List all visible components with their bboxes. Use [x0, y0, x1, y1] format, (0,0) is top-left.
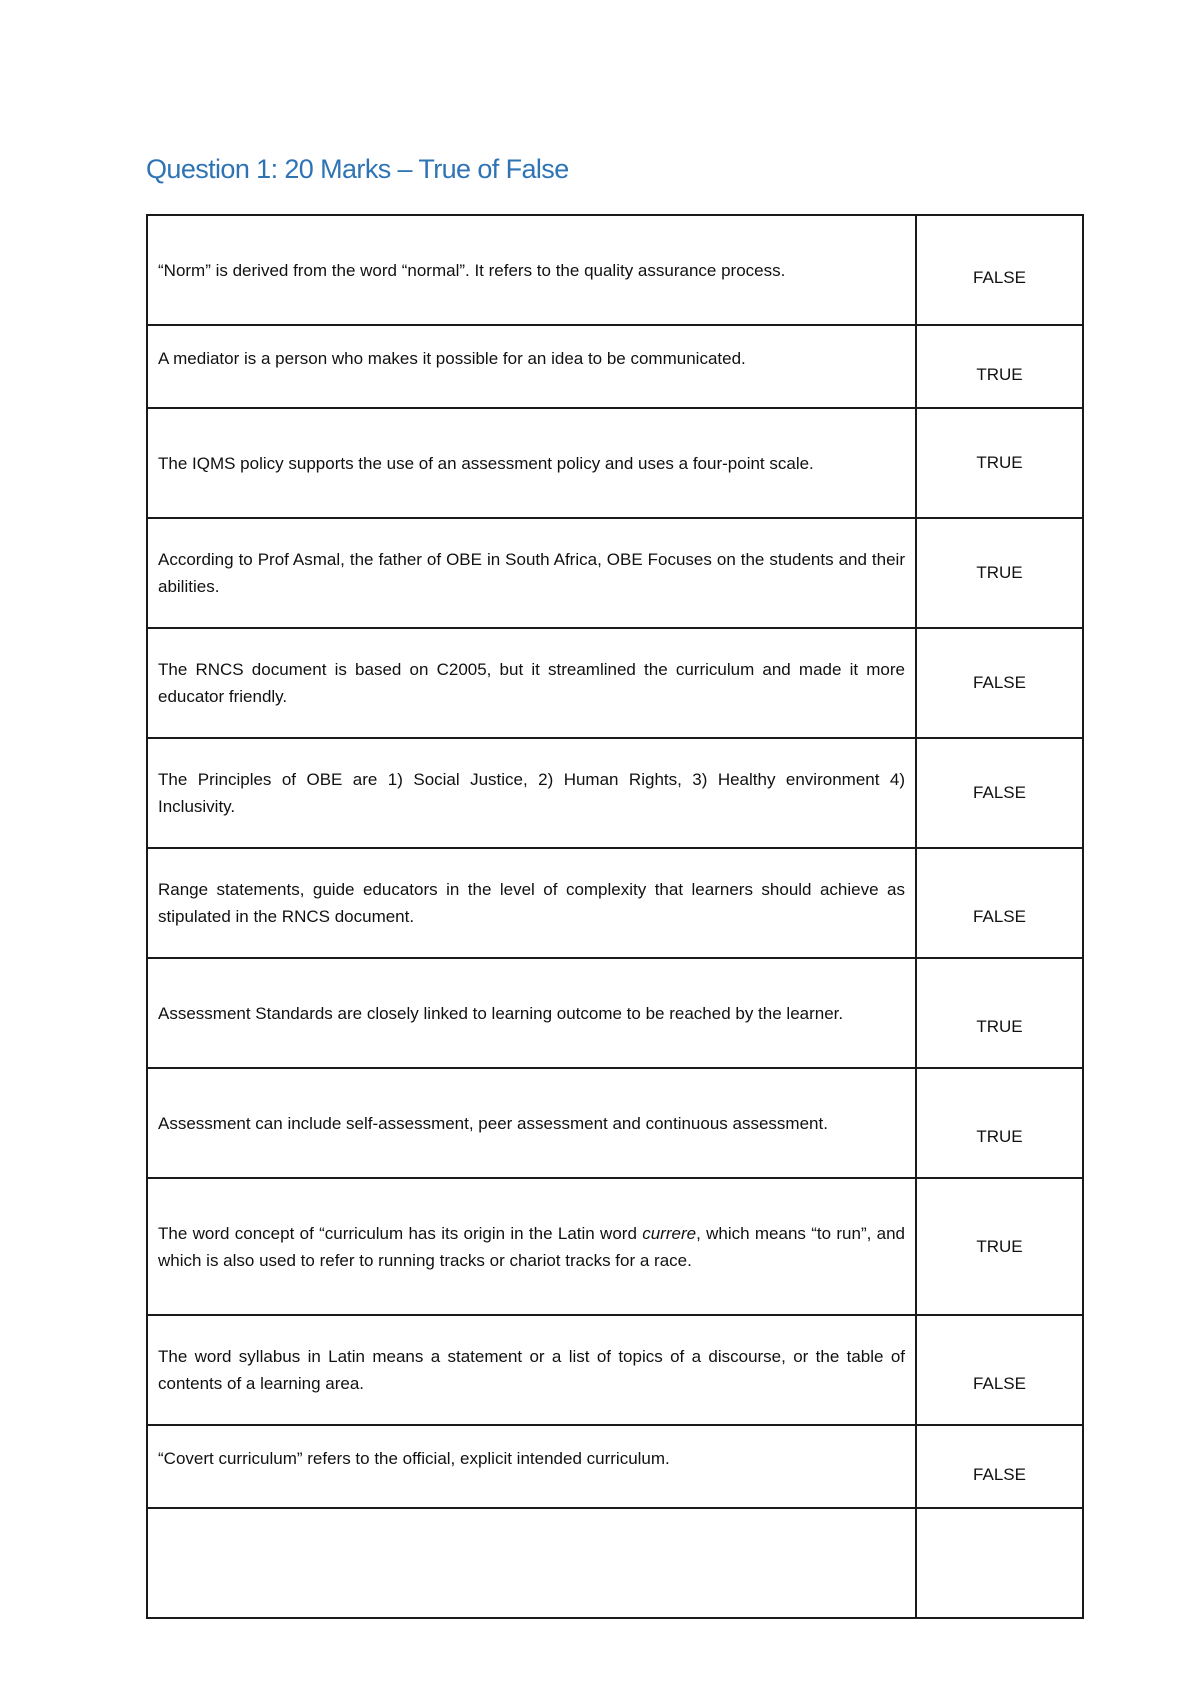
- statement-text-italic: currere: [642, 1223, 697, 1243]
- statement-text-end: , which means “to run”, and which is also used to refer to running tracks or chariot tracks for a race.: [158, 1223, 905, 1270]
- answer-cell: [916, 738, 1083, 848]
- statement-cell: [147, 325, 916, 408]
- answer-cell: [916, 958, 1083, 1068]
- answer-text: TRUE: [976, 1127, 1023, 1146]
- empty-statement-cell: [147, 1508, 916, 1618]
- empty-answer-cell: [916, 1508, 1083, 1618]
- statement-cell: [147, 1425, 916, 1508]
- statement-cell: [147, 958, 916, 1068]
- statement-text: Assessment Standards are closely linked to learning outcome to be reached by the learner.: [158, 1003, 844, 1023]
- answer-cell: [916, 1425, 1083, 1508]
- table-row: [147, 325, 1083, 408]
- statement-cell: [147, 408, 916, 518]
- statement-cell: [147, 518, 916, 628]
- table-row: [147, 1068, 1083, 1178]
- answer-cell: [916, 518, 1083, 628]
- answer-cell: [916, 1178, 1083, 1315]
- statement-cell: [147, 738, 916, 848]
- answer-cell: [916, 215, 1083, 325]
- answer-text: TRUE: [976, 364, 1023, 384]
- true-false-table: [146, 214, 1084, 1619]
- answer-text: TRUE: [976, 1017, 1023, 1036]
- statement-cell: [147, 1178, 916, 1315]
- statement-cell: [147, 1068, 916, 1178]
- table-row: [147, 738, 1083, 848]
- statement-cell: [147, 628, 916, 738]
- statement-text: [158, 1220, 905, 1274]
- empty-table-row: [147, 1508, 1083, 1618]
- table-row: [147, 408, 1083, 518]
- answer-cell: [916, 408, 1083, 518]
- statement-cell: [147, 1315, 916, 1425]
- answer-text: TRUE: [976, 453, 1023, 472]
- table-row: [147, 628, 1083, 738]
- statement-text: The word syllabus in Latin means a statement or a list of topics of a discourse, or the table of contents of a learning area.: [158, 1347, 905, 1393]
- statement-cell: [147, 848, 916, 958]
- answer-text: FALSE: [973, 673, 1026, 692]
- answer-cell: [916, 325, 1083, 408]
- table-row: [147, 215, 1083, 325]
- statement-text: According to Prof Asmal, the father of OBE in South Africa, OBE Focuses on the students and their abilities.: [158, 550, 905, 596]
- statement-text: “Covert curriculum” refers to the official, explicit intended curriculum.: [158, 1449, 670, 1468]
- answer-text: FALSE: [973, 783, 1026, 802]
- answer-text: FALSE: [973, 907, 1026, 926]
- statement-text: A mediator is a person who makes it possible for an idea to be communicated.: [158, 349, 746, 368]
- statement-text: Assessment can include self-assessment, peer assessment and continuous assessment.: [158, 1113, 828, 1133]
- statement-text: “Norm” is derived from the word “normal”. It refers to the quality assurance process.: [158, 260, 786, 280]
- statement-cell: [147, 215, 916, 325]
- table-row: [147, 848, 1083, 958]
- answer-text: FALSE: [973, 268, 1026, 287]
- question-heading: Question 1: 20 Marks – True of False: [146, 154, 569, 184]
- statement-text: The IQMS policy supports the use of an assessment policy and uses a four-point scale.: [158, 453, 814, 473]
- answer-cell: [916, 1315, 1083, 1425]
- table-row: [147, 1315, 1083, 1425]
- statement-text: The Principles of OBE are 1) Social Justice, 2) Human Rights, 3) Healthy environment 4) Inclusivity.: [158, 770, 905, 816]
- answer-text: TRUE: [976, 563, 1023, 582]
- table-row: [147, 518, 1083, 628]
- statement-text: The RNCS document is based on C2005, but it streamlined the curriculum and made it more educator friendly.: [158, 660, 905, 706]
- table-row: [147, 958, 1083, 1068]
- answer-cell: [916, 628, 1083, 738]
- answer-cell: [916, 848, 1083, 958]
- answer-text: FALSE: [973, 1374, 1026, 1393]
- table-row: [147, 1178, 1083, 1315]
- statement-text-start: The word concept of “curriculum has its origin in the Latin word: [158, 1223, 643, 1243]
- answer-text: TRUE: [976, 1236, 1023, 1256]
- answer-cell: [916, 1068, 1083, 1178]
- statement-text: Range statements, guide educators in the level of complexity that learners should achieve as stipulated in the RNCS document.: [158, 880, 905, 926]
- table-row: [147, 1425, 1083, 1508]
- answer-text: FALSE: [973, 1464, 1026, 1484]
